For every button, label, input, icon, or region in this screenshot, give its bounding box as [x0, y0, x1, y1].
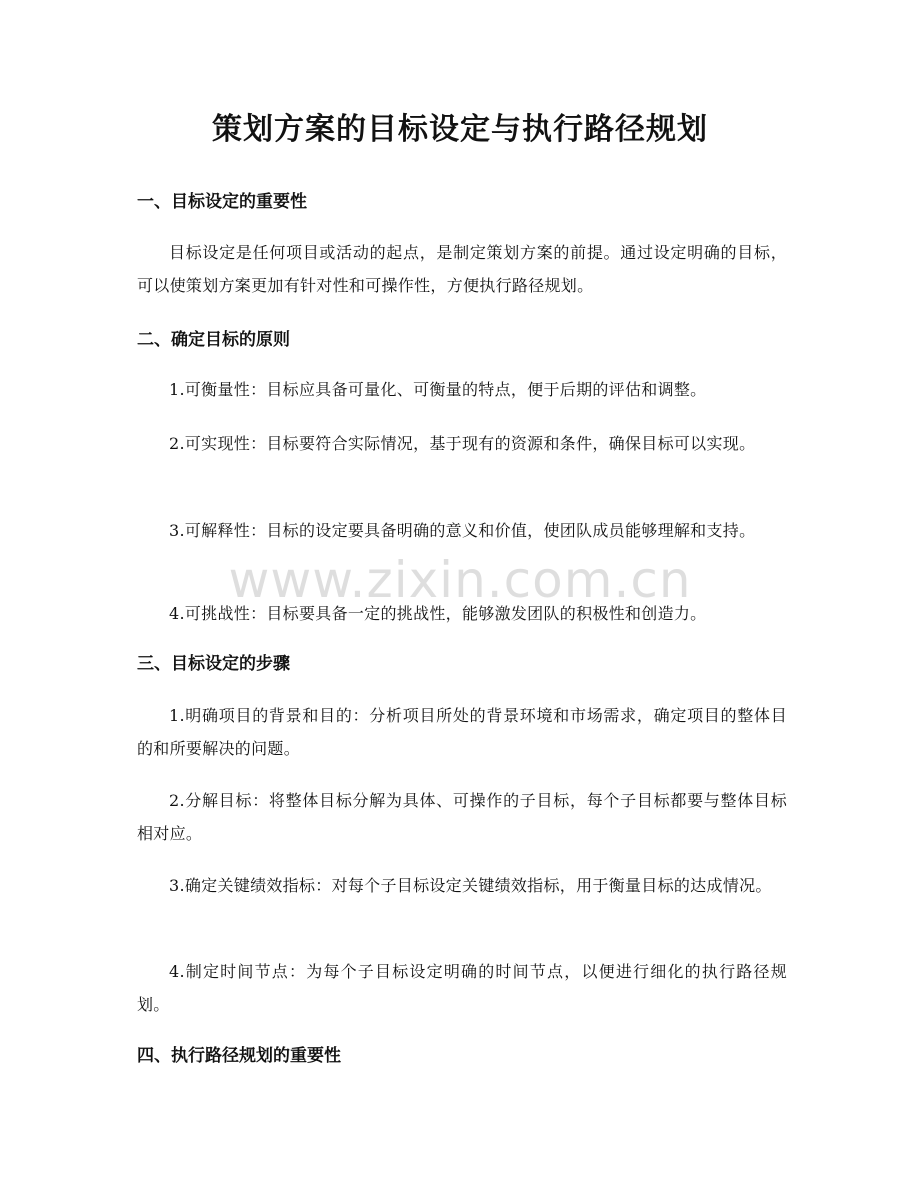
- section-3-paragraph-2: 2.分解目标：将整体目标分解为具体、可操作的子目标，每个子目标都要与整体目标相对应。: [137, 791, 787, 843]
- section-heading-4: 四、执行路径规划的重要性: [137, 1046, 341, 1066]
- document-title: 策划方案的目标设定与执行路径规划: [212, 112, 708, 147]
- section-3-paragraph-3: 3.确定关键绩效指标：对每个子目标设定关键绩效指标，用于衡量目标的达成情况。: [169, 876, 772, 895]
- section-3-paragraph-4: 4.制定时间节点：为每个子目标设定明确的时间节点，以便进行细化的执行路径规划。: [137, 962, 787, 1014]
- section-heading-3: 三、目标设定的步骤: [137, 654, 290, 674]
- section-2-paragraph-4: 4.可挑战性：目标要具备一定的挑战性，能够激发团队的积极性和创造力。: [169, 604, 707, 623]
- section-1-paragraph-1: 目标设定是任何项目或活动的起点，是制定策划方案的前提。通过设定明确的目标，可以使策划方案更加有针对性和可操作性，方便执行路径规划。: [137, 243, 787, 295]
- section-3-paragraph-1: 1.明确项目的背景和目的：分析项目所处的背景环境和市场需求，确定项目的整体目的和所要解决的问题。: [137, 706, 787, 758]
- section-heading-1: 一、目标设定的重要性: [137, 192, 307, 212]
- watermark-text: www.zixin.com.cn: [228, 551, 692, 609]
- section-2-paragraph-2: 2.可实现性：目标要符合实际情况，基于现有的资源和条件，确保目标可以实现。: [169, 434, 756, 453]
- section-2-paragraph-1: 1.可衡量性：目标应具备可量化、可衡量的特点，便于后期的评估和调整。: [169, 380, 707, 399]
- section-2-paragraph-3: 3.可解释性：目标的设定要具备明确的意义和价值，使团队成员能够理解和支持。: [169, 521, 756, 540]
- section-heading-2: 二、确定目标的原则: [137, 330, 290, 350]
